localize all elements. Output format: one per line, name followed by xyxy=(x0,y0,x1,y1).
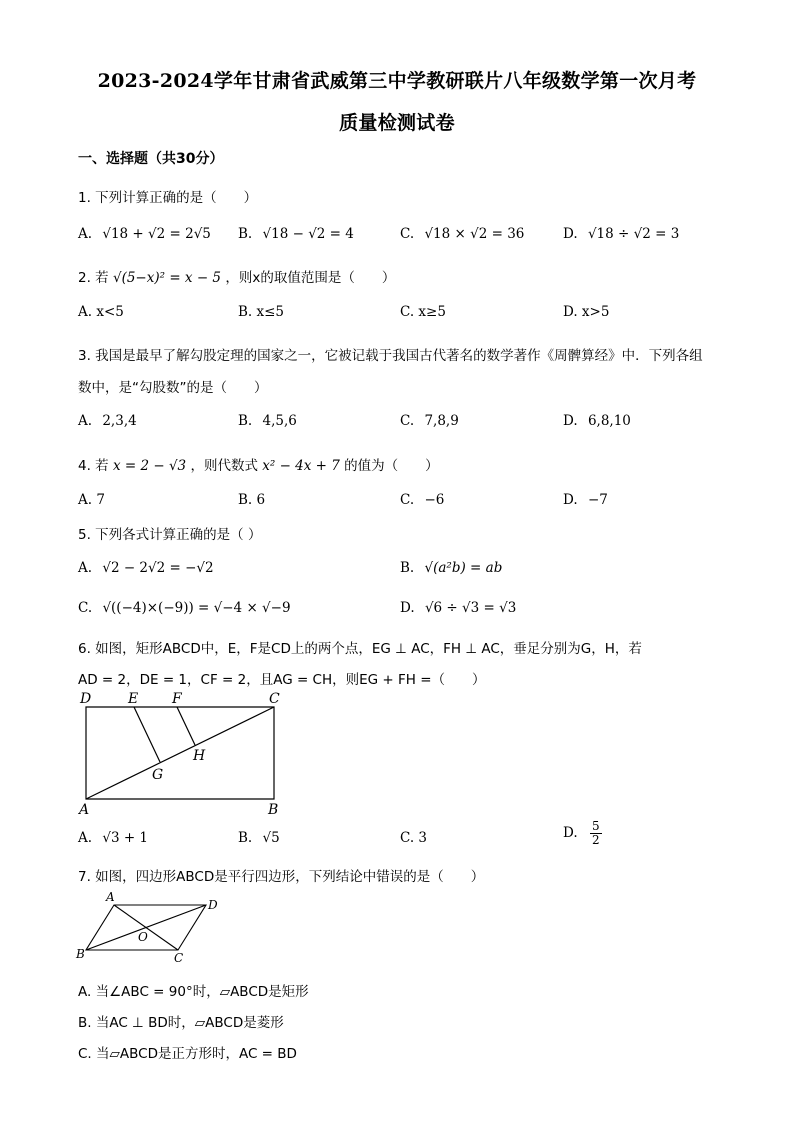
q6-label-a: A xyxy=(79,802,90,818)
q4-option-a[interactable]: A. 7 xyxy=(78,492,105,508)
q4-stem-math2: x² − 4x + 7 xyxy=(262,458,340,474)
q5-option-d-math: √6 ÷ √3 = √3 xyxy=(424,600,517,616)
q6-option-d-numerator: 5 xyxy=(591,819,600,833)
q4-option-c[interactable] xyxy=(400,492,444,508)
q5-option-d[interactable] xyxy=(400,600,516,616)
q3-option-d-value: 6,8,10 xyxy=(587,413,631,429)
q6-option-d-fraction xyxy=(590,820,602,846)
q2-option-c[interactable]: C. x≥5 xyxy=(400,304,446,320)
q1-option-b-math: √18 − √2 = 4 xyxy=(262,226,354,242)
q5-option-c[interactable] xyxy=(78,600,291,616)
q3-stem-line1: 3. 我国是最早了解勾股定理的国家之一，它被记载于我国古代著名的数学著作《周髀算经》中．下列各组 xyxy=(78,348,703,364)
q2-option-a[interactable]: A. x<5 xyxy=(78,304,124,320)
q7-option-c[interactable]: C. 当▱ABCD是正方形时，AC = BD xyxy=(78,1046,297,1062)
exam-title-line2: 质量检测试卷 xyxy=(339,112,455,134)
q1-option-b-label: B. xyxy=(238,226,253,242)
q3-option-d-label: D. xyxy=(563,413,578,429)
q2-stem-post: ，则x的取值范围是（ ） xyxy=(225,270,396,286)
q6-segment-eg xyxy=(134,707,160,762)
q7-option-a[interactable]: A. 当∠ABC = 90°时，▱ABCD是矩形 xyxy=(78,984,309,1000)
q4-option-c-label: C. xyxy=(400,492,415,508)
q4-option-d[interactable] xyxy=(563,492,608,508)
q4-stem-pre: 4. 若 xyxy=(78,458,109,474)
q6-label-f: F xyxy=(172,691,182,707)
q6-label-d: D xyxy=(80,691,92,707)
q3-option-c-value: 7,8,9 xyxy=(424,413,459,429)
q6-option-b-math: √5 xyxy=(262,830,280,846)
q4-option-b[interactable]: B. 6 xyxy=(238,492,266,508)
q3-option-c[interactable] xyxy=(400,413,459,429)
q5-option-b-math: √(a²b) = ab xyxy=(424,560,503,576)
section-heading: 一、选择题（共30分） xyxy=(78,151,224,167)
q1-option-c-label: C. xyxy=(400,226,415,242)
q6-option-d-denominator: 2 xyxy=(591,832,600,847)
q6-label-g: G xyxy=(152,767,164,783)
q4-stem-math1: x = 2 − √3 xyxy=(112,458,187,474)
q6-label-b: B xyxy=(268,802,279,818)
q1-stem: 1. 下列计算正确的是（ ） xyxy=(78,190,258,206)
q5-option-a[interactable] xyxy=(78,560,214,576)
q1-option-d-label: D. xyxy=(563,226,578,242)
q6-option-a-math: √3 + 1 xyxy=(102,830,149,846)
q6-option-b-label: B. xyxy=(238,830,253,846)
q4-stem-post: 的值为（ ） xyxy=(344,458,439,474)
q3-option-b[interactable] xyxy=(238,413,297,429)
q5-option-a-math: √2 − 2√2 = −√2 xyxy=(102,560,214,576)
q6-diagonal-ac xyxy=(86,707,274,799)
q6-segment-fh xyxy=(177,707,195,745)
q2-stem-pre: 2. 若 xyxy=(78,270,109,286)
q1-option-c-math: √18 × √2 = 36 xyxy=(424,226,525,242)
q5-option-c-math: √((−4)×(−9)) = √−4 × √−9 xyxy=(102,600,291,616)
q6-option-d[interactable] xyxy=(563,820,602,846)
q5-option-d-label: D. xyxy=(400,600,415,616)
q3-option-a[interactable] xyxy=(78,413,137,429)
q3-option-b-value: 4,5,6 xyxy=(262,413,297,429)
exam-title-line1: 2023-2024学年甘肃省武威第三中学教研联片八年级数学第一次月考 xyxy=(97,70,697,92)
q7-label-a: A xyxy=(106,890,115,904)
q4-option-d-value: −7 xyxy=(587,492,608,508)
q6-option-a[interactable] xyxy=(78,830,148,846)
q7-label-d: D xyxy=(208,898,218,912)
q1-option-c[interactable] xyxy=(400,226,524,242)
q5-stem: 5. 下列各式计算正确的是（ ） xyxy=(78,527,262,543)
q2-option-b[interactable]: B. x≤5 xyxy=(238,304,285,320)
q1-option-a-label: A. xyxy=(78,226,93,242)
q1-option-d[interactable] xyxy=(563,226,679,242)
q4-option-d-label: D. xyxy=(563,492,578,508)
q5-option-a-label: A. xyxy=(78,560,93,576)
q6-label-e: E xyxy=(128,691,139,707)
q7-parallelogram-figure xyxy=(74,890,234,968)
q4-stem-mid: ，则代数式 xyxy=(190,458,258,474)
q3-option-c-label: C. xyxy=(400,413,415,429)
q6-label-c: C xyxy=(269,691,280,707)
q5-option-c-label: C. xyxy=(78,600,93,616)
q1-option-a-math: √18 + √2 = 2√5 xyxy=(102,226,211,242)
q6-option-a-label: A. xyxy=(78,830,93,846)
q2-stem xyxy=(78,266,395,286)
q3-option-d[interactable] xyxy=(563,413,631,429)
q2-option-d[interactable]: D. x>5 xyxy=(563,304,610,320)
q7-label-b: B xyxy=(76,947,85,961)
q1-option-b[interactable] xyxy=(238,226,354,242)
q1-option-d-math: √18 ÷ √2 = 3 xyxy=(587,226,680,242)
q7-label-o: O xyxy=(138,930,148,944)
q6-option-b[interactable] xyxy=(238,830,280,846)
q6-stem-line2: AD = 2，DE = 1，CF = 2，且AG = CH，则EG + FH =（ ） xyxy=(78,672,486,688)
q4-stem xyxy=(78,454,439,474)
q4-option-c-value: −6 xyxy=(424,492,445,508)
q6-label-h: H xyxy=(193,748,206,764)
q3-stem-line2: 数中，是“勾股数”的是（ ） xyxy=(78,380,268,396)
q6-rectangle-figure xyxy=(76,688,296,818)
q1-option-a[interactable] xyxy=(78,226,211,242)
q3-option-a-label: A. xyxy=(78,413,93,429)
q7-option-b[interactable]: B. 当AC ⊥ BD时，▱ABCD是菱形 xyxy=(78,1015,284,1031)
q3-option-a-value: 2,3,4 xyxy=(102,413,137,429)
q3-option-b-label: B. xyxy=(238,413,253,429)
q6-stem-line1: 6. 如图，矩形ABCD中，E，F是CD上的两个点，EG ⊥ AC，FH ⊥ AC，垂足分别为G，H，若 xyxy=(78,641,642,657)
q5-option-b-label: B. xyxy=(400,560,415,576)
q2-stem-math: √(5−x)² = x − 5 xyxy=(112,270,222,286)
q7-label-c: C xyxy=(174,951,184,965)
q7-stem: 7. 如图，四边形ABCD是平行四边形，下列结论中错误的是（ ） xyxy=(78,869,485,885)
q5-option-b[interactable] xyxy=(400,560,502,576)
q6-option-d-label: D. xyxy=(563,825,578,842)
q6-option-c[interactable]: C. 3 xyxy=(400,830,428,846)
